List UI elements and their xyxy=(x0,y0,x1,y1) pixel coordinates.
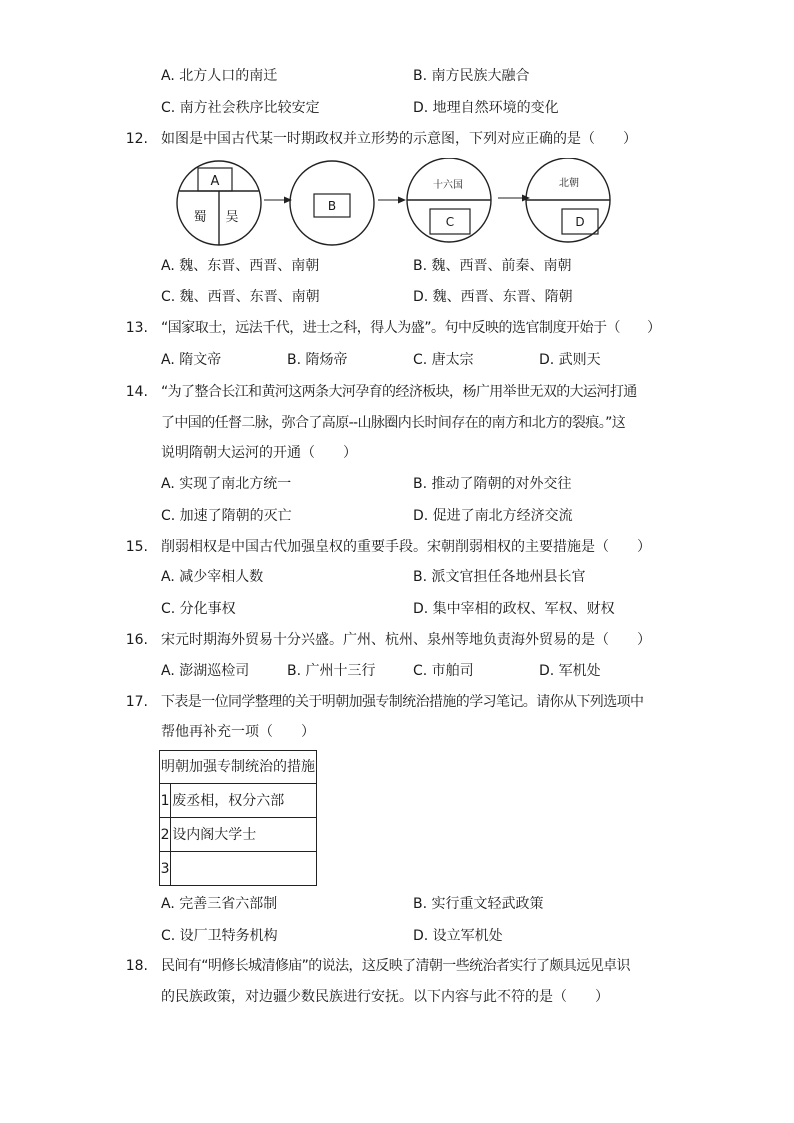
table-row-text xyxy=(171,852,317,886)
q14-option-d: D. 促进了南北方经济交流 xyxy=(413,508,573,524)
q14-option-a: A. 实现了南北方统一 xyxy=(161,476,292,492)
diagram-label-b: B xyxy=(327,199,337,213)
table-row xyxy=(160,818,317,852)
q18-number: 18. xyxy=(125,958,148,974)
q13-option-d: D. 武则天 xyxy=(539,352,601,368)
q14-number: 14. xyxy=(125,384,148,400)
q17-option-c: C. 设厂卫特务机构 xyxy=(161,928,278,944)
q11-option-a: A. 北方人口的南迁 xyxy=(161,68,278,84)
q17-stem-line-1: 下表是一位同学整理的关于明朝加强专制统治措施的学习笔记。请你从下列选项中 xyxy=(161,694,644,710)
q18-stem-line-1: 民间有“明修长城清修庙”的说法，这反映了清朝一些统治者实行了颇具远见卓识 xyxy=(161,958,630,974)
q16-option-d: D. 军机处 xyxy=(539,663,601,679)
q17-option-b: B. 实行重文轻武政策 xyxy=(413,896,544,912)
table-row xyxy=(160,852,317,886)
study-notes-table xyxy=(159,750,317,886)
table-row-number: 3 xyxy=(160,852,171,886)
q15-number: 15. xyxy=(125,539,148,555)
q15-option-d: D. 集中宰相的政权、军权、财权 xyxy=(413,601,615,617)
q15-option-a: A. 减少宰相人数 xyxy=(161,569,264,585)
q16-option-a: A. 澎湖巡检司 xyxy=(161,663,250,679)
arrow-2-head xyxy=(398,197,406,204)
q13-option-a: A. 隋文帝 xyxy=(161,352,222,368)
diagram-label-sixteen-kingdoms: 十六国 xyxy=(433,180,463,191)
diagram-label-a: A xyxy=(210,174,220,189)
q12-option-d: D. 魏、西晋、东晋、隋朝 xyxy=(413,289,573,305)
diagram-label-shu: 蜀 xyxy=(193,210,207,225)
q14-stem-line-1: “为了整合长江和黄河这两条大河孕育的经济板块，杨广用举世无双的大运河打通 xyxy=(161,384,637,400)
q12-option-b: B. 魏、西晋、前秦、南朝 xyxy=(413,258,572,274)
q11-option-d: D. 地理自然环境的变化 xyxy=(413,100,559,116)
q12-stem: 如图是中国古代某一时期政权并立形势的示意图，下列对应正确的是（ ） xyxy=(161,131,637,147)
q17-option-a: A. 完善三省六部制 xyxy=(161,896,278,912)
q17-number: 17. xyxy=(125,694,148,710)
q16-option-b: B. 广州十三行 xyxy=(287,663,376,679)
diagram-label-wu: 吴 xyxy=(225,210,239,225)
q17-stem-line-2: 帮他再补充一项（ ） xyxy=(161,724,315,740)
q12-number: 12. xyxy=(125,131,148,147)
q16-number: 16. xyxy=(125,632,148,648)
q11-option-b: B. 南方民族大融合 xyxy=(413,68,530,84)
q17-option-d: D. 设立军机处 xyxy=(413,928,503,944)
table-row xyxy=(160,784,317,818)
table-row-text: 设内阁大学士 xyxy=(171,818,317,852)
q16-stem: 宋元时期海外贸易十分兴盛。广州、杭州、泉州等地负责海外贸易的是（ ） xyxy=(161,632,651,648)
q11-option-c: C. 南方社会秩序比较安定 xyxy=(161,100,320,116)
q15-option-c: C. 分化事权 xyxy=(161,601,236,617)
table-row-number: 2 xyxy=(160,818,171,852)
table-row-text: 废丞相，权分六部 xyxy=(171,784,317,818)
diagram-label-northern-dynasties: 北朝 xyxy=(559,178,579,189)
q13-option-c: C. 唐太宗 xyxy=(413,352,474,368)
table-header-row xyxy=(160,751,317,784)
q14-option-b: B. 推动了隋朝的对外交往 xyxy=(413,476,572,492)
q15-stem: 削弱相权是中国古代加强皇权的重要手段。宋朝削弱相权的主要措施是（ ） xyxy=(161,539,651,555)
diagram-label-d: D xyxy=(575,215,585,229)
q12-option-c: C. 魏、西晋、东晋、南朝 xyxy=(161,289,320,305)
table-row-number: 1 xyxy=(160,784,171,818)
q14-stem-line-3: 说明隋朝大运河的开通（ ） xyxy=(161,445,357,461)
q14-option-c: C. 加速了隋朝的灭亡 xyxy=(161,508,292,524)
q13-option-b: B. 隋炀帝 xyxy=(287,352,348,368)
q13-number: 13. xyxy=(125,320,148,336)
q15-option-b: B. 派文官担任各地州县长官 xyxy=(413,569,586,585)
q13-stem: “国家取士，远法千代，进士之科，得人为盛”。句中反映的选官制度开始于（ ） xyxy=(161,320,661,336)
q14-stem-line-2: 了中国的任督二脉，弥合了高原--山脉圈内长时间存在的南方和北方的裂痕。”这 xyxy=(161,415,626,431)
q18-stem-line-2: 的民族政策，对边疆少数民族进行安抚。以下内容与此不符的是（ ） xyxy=(161,989,609,1005)
q12-option-a: A. 魏、东晋、西晋、南朝 xyxy=(161,258,320,274)
q16-option-c: C. 市舶司 xyxy=(413,663,474,679)
regime-diagram xyxy=(168,158,620,248)
diagram-label-c: C xyxy=(445,215,455,229)
table-header: 明朝加强专制统治的措施 xyxy=(160,751,317,784)
